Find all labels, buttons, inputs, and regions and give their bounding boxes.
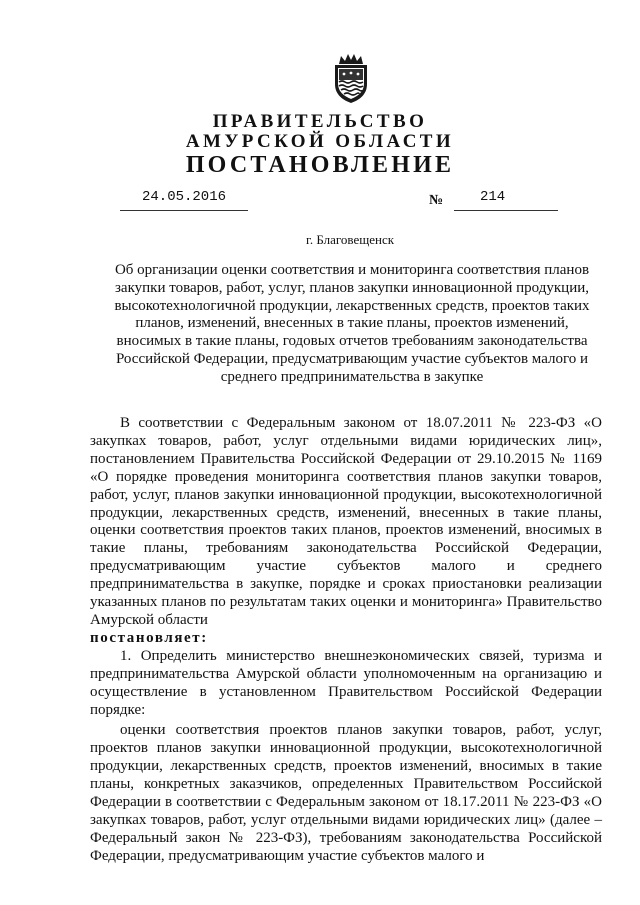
resolve-word: постановляет: <box>90 629 208 646</box>
coat-of-arms-icon <box>329 52 373 104</box>
number-sign: № <box>429 193 444 208</box>
document-date: 24.05.2016 <box>141 189 226 205</box>
government-name-line2: АМУРСКОЙ ОБЛАСТИ <box>185 131 455 152</box>
document-subject: Об организации оценки соответствия и мониторинга соответствия планов закупки товаров, работ, услуг, планов закупки инновационной продукции, высокотехнологичной продукции, лекарственных средств, проектов таких планов, изменений, внесенных в такие планы, проектов изменений, вносимых в такие планы, годовых отчетов требованиям законодательства Российской Федерации, предусматривающим участие субъектов малого и среднего предпринимательства в закупке <box>114 262 590 385</box>
paragraph-preamble: В соответствии с Федеральным законом от 18.07.2011 № 223-ФЗ «О закупках товаров, работ, услуг отдельными видами юридических лиц», постановлением Правительства Российской Федерации от 29.10.2015 № 1169 «О порядке проведения мониторинга соответствия планов закупки товаров, работ, услуг, планов закупки инновационной продукции, высокотехнологичной продукции, лекарственных средств, изменений, внесенных в такие планы, оценки соответствия проектов таких планов, проектов изменений, вносимых в такие планы, требованиям законодательства Российской Федерации, предусматривающим участие субъектов малого и среднего предпринимательства в закупке, порядке и сроках приостановки реализации указанных планов по результатам таких оценки и мониторинга» Правительство Амурской области <box>90 415 602 628</box>
number-underline <box>454 210 558 211</box>
city: г. Благовещенск <box>305 232 395 247</box>
document-body <box>90 415 602 866</box>
paragraph-item-1-sub: оценки соответствия проектов планов закупки товаров, работ, услуг, проектов планов закупки инновационной продукции, высокотехнологичной продукции, лекарственных средств, проектов изменений, вносимых в такие планы, конкретных заказчиков, определенных Правительством Российской Федерации в соответствии с Федеральным законом от 18.17.2011 № 223-ФЗ «О закупках товаров, работ, услуг отдельными видами юридических лиц» (далее – Федеральный закон № 223-ФЗ), требованиям законодательства Российской Федерации, предусматривающим участие субъектов малого и <box>90 722 602 864</box>
document-type: ПОСТАНОВЛЕНИЕ <box>185 152 455 178</box>
date-underline <box>120 210 248 211</box>
document-number: 214 <box>480 189 506 205</box>
paragraph-item-1: 1. Определить министерство внешнеэкономических связей, туризма и предпринимательства Амурской области уполномоченным на организацию и осуществление в установленном Правительством Российской Федерации порядке: <box>90 647 602 718</box>
government-name-line1: ПРАВИТЕЛЬСТВО <box>212 111 428 132</box>
